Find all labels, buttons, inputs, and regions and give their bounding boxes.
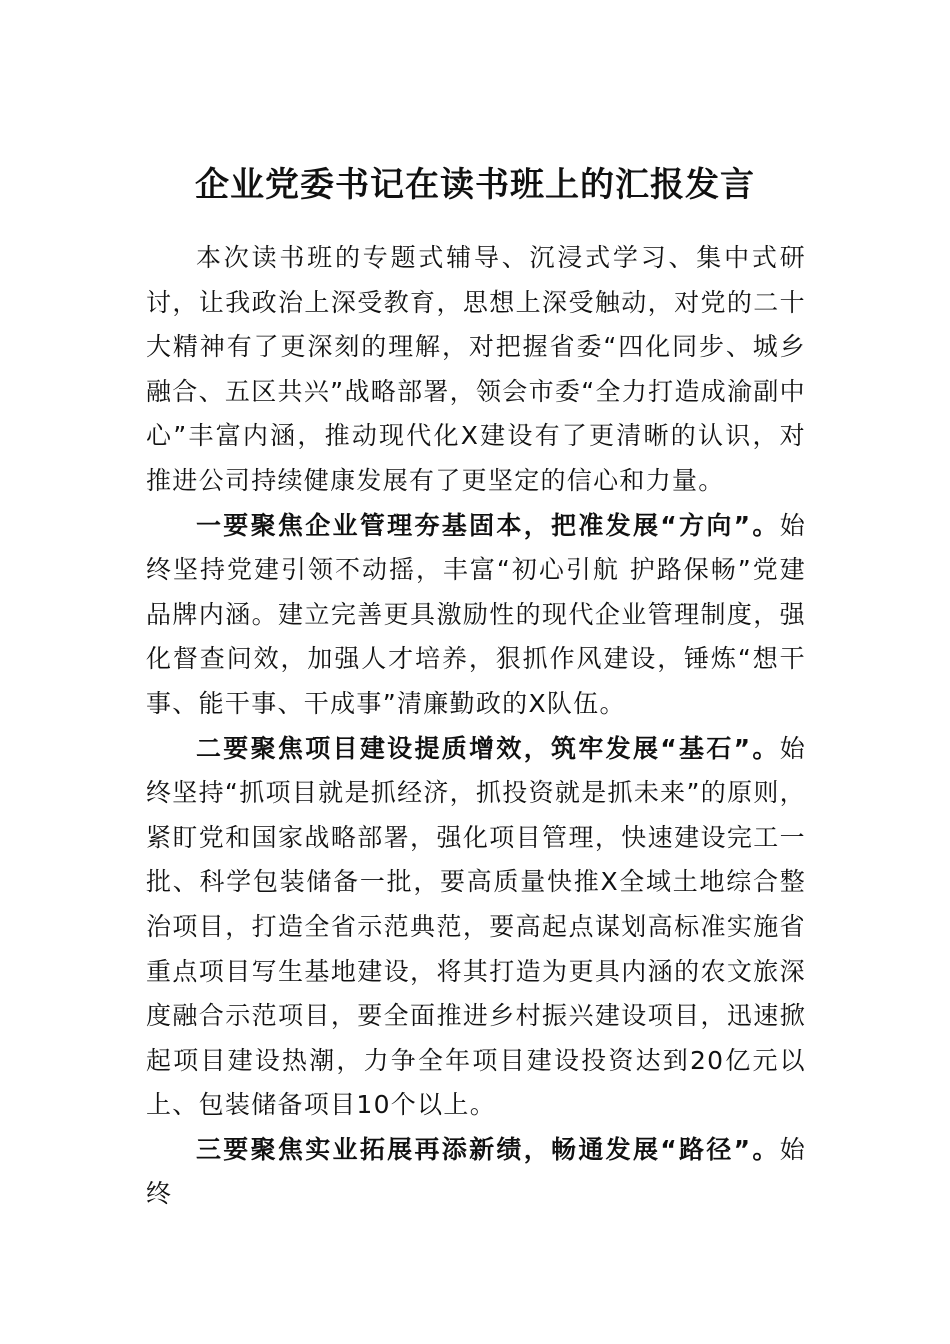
paragraph-point-2 (146, 727, 806, 1128)
paragraph-intro (146, 236, 806, 504)
paragraph-text: 本次读书班的专题式辅导、沉浸式学习、集中式研讨，让我政治上深受教育，思想上深受触动，对党的二十大精神有了更深刻的理解，对把握省委“四化同步、城乡融合、五区共兴”战略部署，领会市委“全力打造成渝副中心”丰富内涵，推动现代化X建设有了更清晰的认识，对推进公司持续健康发展有了更坚定的信心和力量。 (146, 243, 806, 495)
paragraph-lead: 一要聚焦企业管理夯基固本，把准发展“方向”。 (196, 510, 780, 540)
document-title: 企业党委书记在读书班上的汇报发言 (195, 165, 755, 205)
paragraph-point-1 (146, 504, 806, 727)
paragraph-point-3 (146, 1128, 806, 1217)
document-body (146, 236, 806, 1217)
paragraph-lead: 二要聚焦项目建设提质增效，筑牢发展“基石”。 (196, 733, 780, 763)
paragraph-lead: 三要聚焦实业拓展再添新绩，畅通发展“路径”。 (196, 1134, 780, 1164)
paragraph-text: 始终 (146, 1134, 806, 1209)
paragraph-text: 始终坚持党建引领不动摇，丰富“初心引航 护路保畅”党建品牌内涵。建立完善更具激励性的现代企业管理制度，强化督查问效，加强人才培养，狠抓作风建设，锤炼“想干事、能干事、干成事”清廉勤政的X队伍。 (146, 510, 806, 718)
paragraph-text: 始终坚持“抓项目就是抓经济，抓投资就是抓未来”的原则，紧盯党和国家战略部署，强化项目管理，快速建设完工一批、科学包装储备一批，要高质量快推X全域土地综合整治项目，打造全省示范典范，要高起点谋划高标准实施省重点项目写生基地建设，将其打造为更具内涵的农文旅深度融合示范项目，要全面推进乡村振兴建设项目，迅速掀起项目建设热潮，力争全年项目建设投资达到20亿元以上、包装储备项目10个以上。 (146, 733, 806, 1120)
